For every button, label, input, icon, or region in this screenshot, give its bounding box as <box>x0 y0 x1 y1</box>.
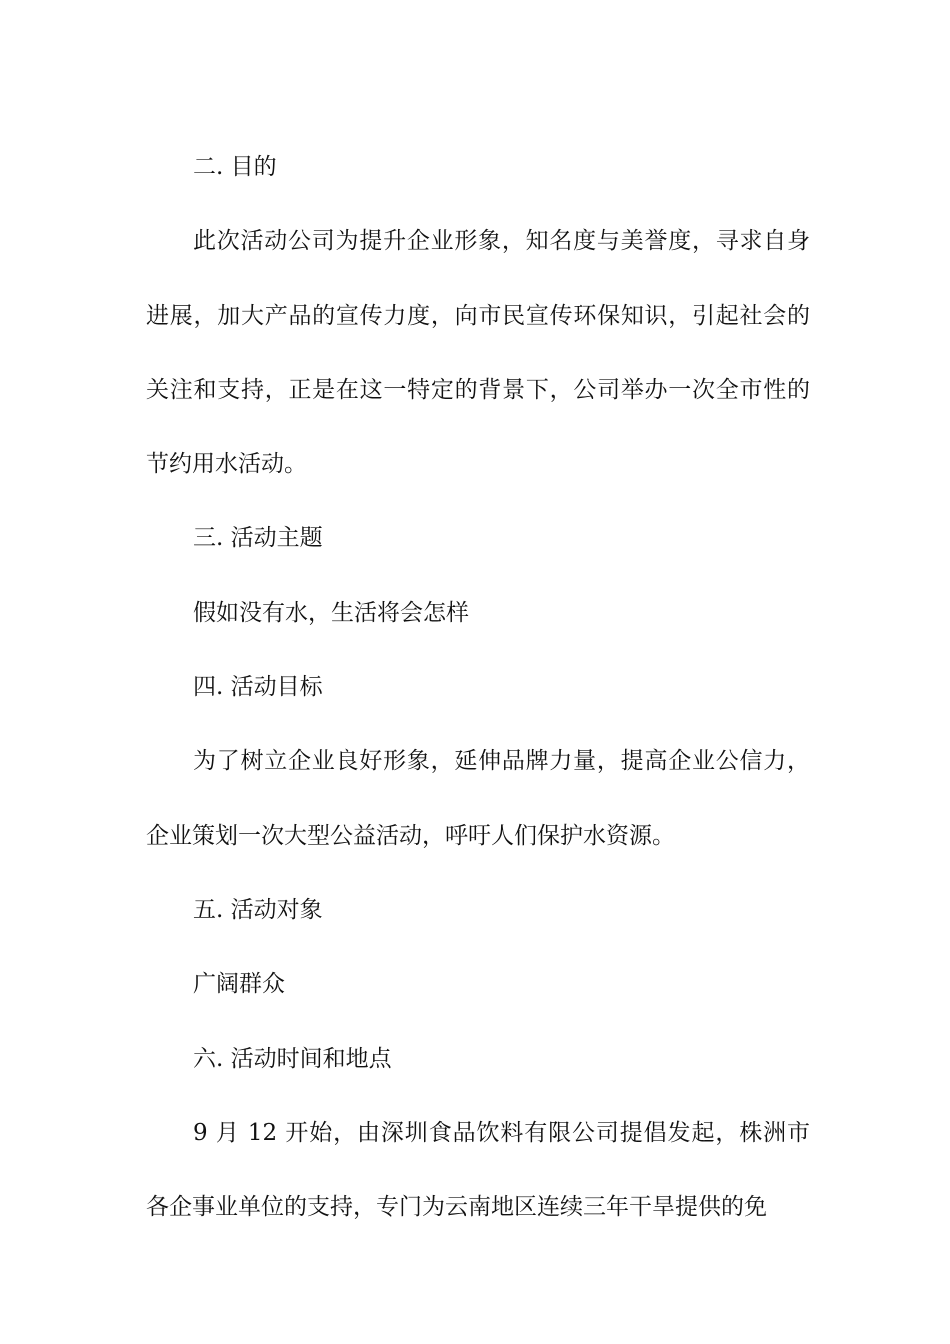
section-paragraph: 广阔群众 <box>193 971 285 998</box>
section-heading: 四. 活动目标 <box>193 674 323 701</box>
section-heading: 二. 目的 <box>193 154 277 180</box>
document-body <box>146 130 810 1244</box>
section-paragraph: 为了树立企业良好形象，延伸品牌力量，提高企业公信力，企业策划一次大型公益活动，呼吁人们保护水资源。 <box>146 748 810 849</box>
section-paragraph: 此次活动公司为提升企业形象，知名度与美誉度，寻求自身进展，加大产品的宣传力度，向市民宣传环保知识，引起社会的关注和支持，正是在这一特定的背景下，公司举办一次全市性的节约用水活动。 <box>146 228 810 478</box>
section-paragraph: 假如没有水，生活将会怎样 <box>193 599 469 626</box>
section-heading: 六. 活动时间和地点 <box>193 1045 392 1072</box>
section-heading: 五. 活动对象 <box>193 896 323 923</box>
section-paragraph: 9 月 12 开始，由深圳食品饮料有限公司提倡发起，株洲市各企事业单位的支持，专门为云南地区连续三年干旱提供的免 <box>146 1119 810 1221</box>
section-heading: 三. 活动主题 <box>193 525 323 552</box>
